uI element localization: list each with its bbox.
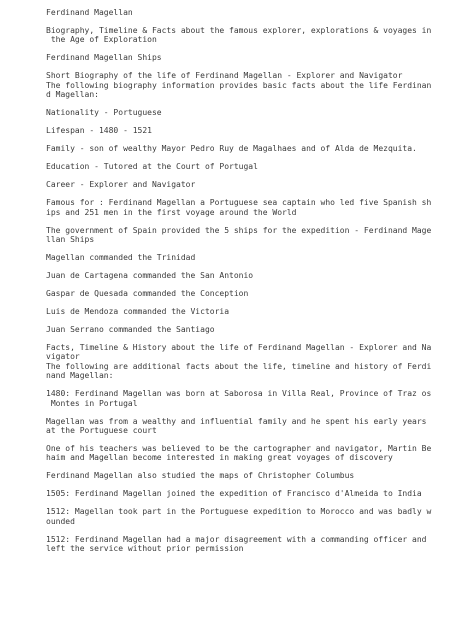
paragraph: Ferdinand Magellan also studied the maps of Christopher Columbus (46, 471, 355, 481)
paragraph: Gaspar de Quesada commanded the Conception (46, 289, 249, 299)
paragraph: 1512: Ferdinand Magellan had a major disagreement with a commanding officer and left the service without prior permission (46, 534, 427, 554)
paragraph: Magellan was from a wealthy and influential family and he spent his early years at the Portuguese court (46, 416, 427, 436)
paragraph: Luis de Mendoza commanded the Victoria (46, 307, 230, 317)
paragraph: 1505: Ferdinand Magellan joined the expedition of Francisco d'Almeida to India (46, 489, 422, 499)
paragraph: One of his teachers was believed to be the cartographer and navigator, Martin Be haim and Magellan become interested in making great voyages of discovery (46, 444, 432, 463)
paragraph: Facts, Timeline & History about the life of Ferdinand Magellan - Explorer and Na vigator The following are additional facts about the life, timeline and history of Ferdi nand Magellan: (46, 343, 432, 381)
paragraph: Nationality - Portuguese (46, 108, 162, 118)
paragraph: Magellan commanded the Trinidad (46, 253, 196, 263)
paragraph: Lifespan - 1480 - 1521 (46, 126, 152, 136)
paragraph: 1512: Magellan took part in the Portuguese expedition to Morocco and was badly w ounded (46, 507, 432, 526)
paragraph: Short Biography of the life of Ferdinand Magellan - Explorer and Navigator The following biography information provides basic facts about the life Ferdinan d Magellan: (46, 71, 432, 100)
paragraph: Ferdinand Magellan Ships (46, 53, 162, 63)
paragraph: Juan Serrano commanded the Santiago (46, 325, 215, 335)
paragraph: The government of Spain provided the 5 ships for the expedition - Ferdinand Mage llan Ships (46, 225, 432, 245)
paragraph: Education - Tutored at the Court of Portugal (46, 162, 258, 172)
paragraph: Career - Explorer and Navigator (46, 180, 196, 190)
paragraph: Biography, Timeline & Facts about the famous explorer, explorations & voyages in the Age of Exploration (46, 26, 432, 45)
paragraph: 1480: Ferdinand Magellan was born at Saborosa in Villa Real, Province of Traz os Montes in Portugal (46, 389, 432, 408)
paragraph: Family - son of wealthy Mayor Pedro Ruy de Magalhaes and of Alda de Mezquita. (46, 144, 417, 154)
paragraph: Juan de Cartagena commanded the San Antonio (46, 271, 254, 281)
paragraph: Famous for : Ferdinand Magellan a Portuguese sea captain who led five Spanish sh ips and 251 men in the first voyage around the World (46, 198, 432, 217)
document-title: Ferdinand Magellan (46, 8, 133, 17)
